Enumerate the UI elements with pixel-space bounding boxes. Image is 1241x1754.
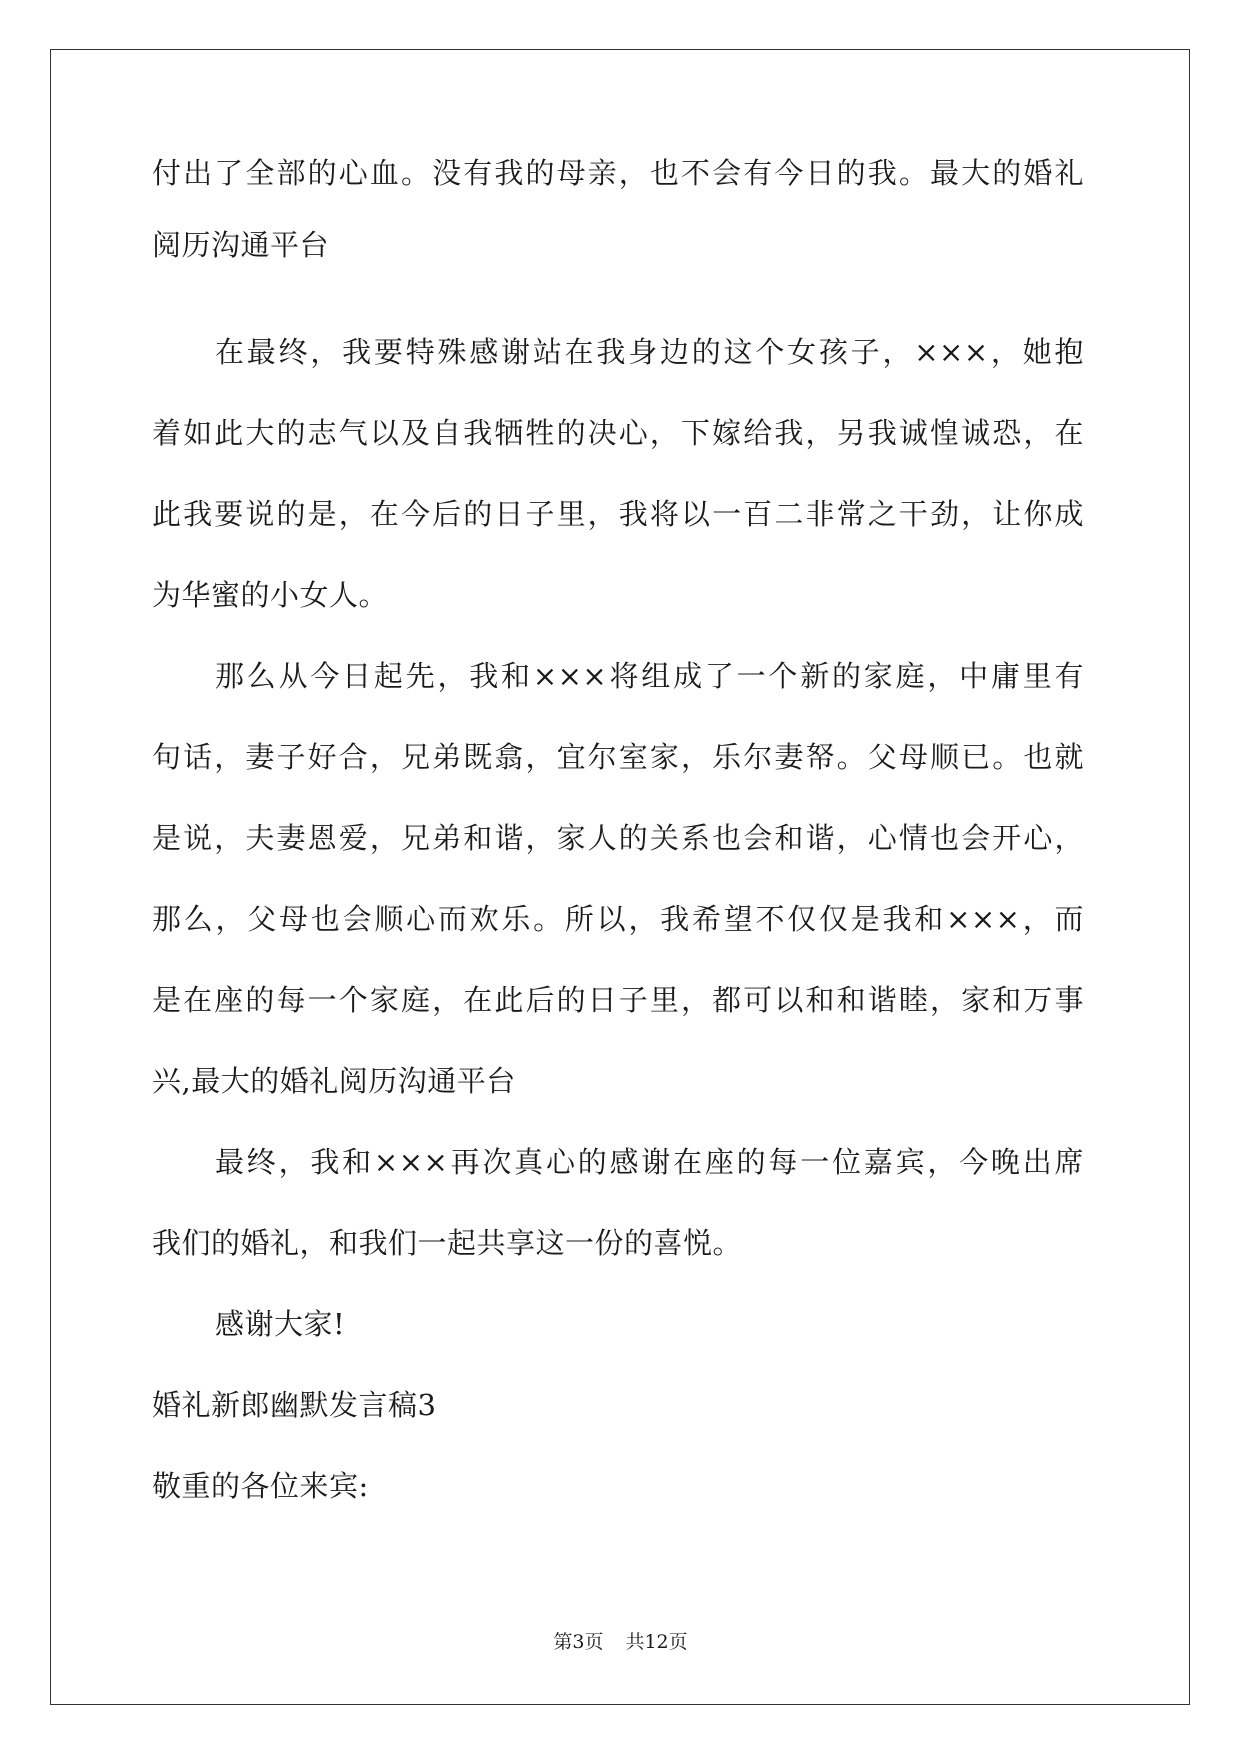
text-line: 此我要说的是，在今后的日子里，我将以一百二非常之干劲，让你成 <box>152 497 1084 531</box>
page-total: 共12页 <box>625 1631 688 1653</box>
page-border <box>50 49 1190 1705</box>
text-line: 阅历沟通平台 <box>152 228 330 262</box>
page-footer <box>0 1630 1241 1654</box>
text-line: 句话，妻子好合，兄弟既翕，宜尔室家，乐尔妻帑。父母顺已。也就 <box>152 740 1084 774</box>
text-line: 付出了全部的心血。没有我的母亲，也不会有今日的我。最大的婚礼 <box>152 156 1084 190</box>
text-line: 着如此大的志气以及自我牺牲的决心，下嫁给我，另我诚惶诚恐，在 <box>152 416 1084 450</box>
text-line: 在最终，我要特殊感谢站在我身边的这个女孩子，×××，她抱 <box>215 335 1084 369</box>
text-line: 是在座的每一个家庭，在此后的日子里，都可以和和谐睦，家和万事 <box>152 983 1084 1017</box>
text-line: 为华蜜的小女人。 <box>152 578 389 612</box>
text-line: 那么，父母也会顺心而欢乐。所以，我希望不仅仅是我和×××，而 <box>152 902 1084 936</box>
text-line: 是说，夫妻恩爱，兄弟和谐，家人的关系也会和谐，心情也会开心， <box>152 821 1084 855</box>
section-heading: 婚礼新郎幽默发言稿3 <box>152 1388 437 1422</box>
page-number: 第3页 <box>553 1631 604 1653</box>
text-line: 那么从今日起先，我和×××将组成了一个新的家庭，中庸里有 <box>215 659 1084 693</box>
text-line: 我们的婚礼，和我们一起共享这一份的喜悦。 <box>152 1226 743 1260</box>
text-line: 兴,最大的婚礼阅历沟通平台 <box>152 1064 516 1098</box>
salutation: 敬重的各位来宾: <box>152 1469 369 1503</box>
text-line: 最终，我和×××再次真心的感谢在座的每一位嘉宾，今晚出席 <box>215 1145 1084 1179</box>
text-line: 感谢大家! <box>215 1307 346 1341</box>
